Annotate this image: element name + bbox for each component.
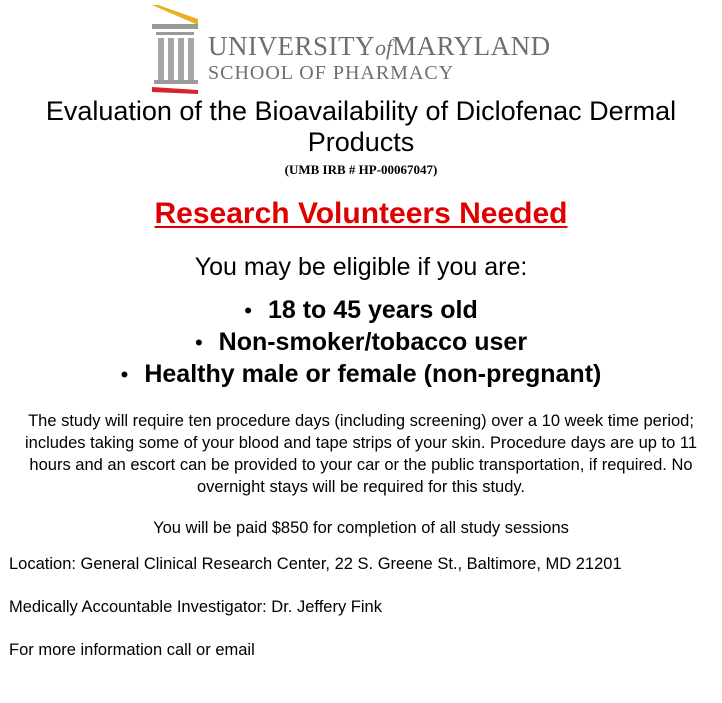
study-description: The study will require ten procedure days (including screening) over a 10 week time period; includes taking some of your blood and tape strips of your skin. Procedure days are up to 11 hours and an escort can be provided to your car or the public transportation, if required. No overnight stays will be required for this study. <box>25 412 697 496</box>
list-item: • Healthy male or female (non-pregnant) <box>0 358 722 390</box>
eligibility-criteria-list <box>0 294 722 390</box>
bullet-icon: • <box>194 330 203 355</box>
investigator-info: Medically Accountable Investigator: Dr. Jeffery Fink <box>9 598 382 616</box>
pillars-icon <box>150 2 202 94</box>
university-logo <box>150 2 580 94</box>
irb-number: (UMB IRB # HP-00067047) <box>284 162 438 177</box>
bullet-icon: • <box>244 298 252 323</box>
study-title: Evaluation of the Bioavailability of Diclofenac Dermal Products <box>45 96 677 157</box>
eligibility-intro: You may be eligible if you are: <box>194 253 528 281</box>
recruitment-headline: Research Volunteers Needed <box>154 197 568 230</box>
contact-info: For more information call or email <box>9 641 255 659</box>
list-item: • 18 to 45 years old <box>0 294 722 326</box>
logo-school-name: SCHOOL OF PHARMACY <box>208 62 455 84</box>
bullet-icon: • <box>120 362 129 387</box>
logo-university-name: UNIVERSITYofMARYLAND <box>208 31 551 61</box>
location-info: Location: General Clinical Research Center, 22 S. Greene St., Baltimore, MD 21201 <box>9 555 622 573</box>
payment-info: You will be paid $850 for completion of all study sessions <box>153 519 569 537</box>
list-item: • Non-smoker/tobacco user <box>0 326 722 358</box>
